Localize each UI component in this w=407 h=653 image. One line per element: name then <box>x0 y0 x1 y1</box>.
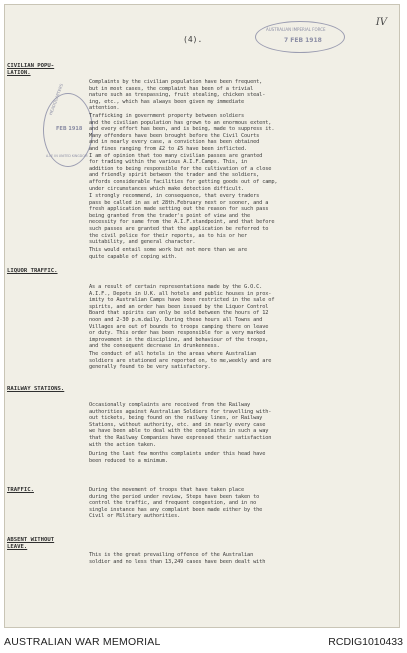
typed-sheet <box>5 5 400 628</box>
para-traffic-1: During the movement of troops that have taken place during the period under review, Steps have been taken to control the traffic, and frequent congestion, and in no single instance has any complaint been made either by the Civil or Military authorities. <box>89 487 263 520</box>
para-railway-1: Occasionally complaints are received from the Railway authorities against Australian Soldiers for travelling with- out tickets, being found on the railway lines, or Railway Stations, without authority, etc. and in nearly every case we have been able to deal with the complaints in such a way that the Railway Companies have expressed their satisfaction with the action taken. <box>89 402 272 448</box>
document-page <box>4 4 400 628</box>
para-civilian-2: Trafficking in government property between soldiers and the civilian population has grown to an enormous extent, and every effort has been, and is being, made to suppress it. Many offenders have been brought before the Civil Courts and in nearly every case, a conviction has been obtained and fines ranging from £2 to £5 have been inflicted. I am of opinion that too many civilian passes are granted for trading within the various A.I.F.Camps. This, in addition to being responsible for the cultivation of a close and friendly spirit between the trader and the soldiers, affords considerable facilities for getting goods out of camp, under circumstances which make detection difficult. <box>89 113 278 192</box>
received-stamp-left <box>43 83 93 167</box>
heading-absent-without-leave: ABSENT WITHOUT LEAVE. <box>7 537 55 550</box>
heading-traffic: TRAFFIC. <box>7 487 34 493</box>
para-civilian-4: This would entail some work but not more than we are quite capable of coping with. <box>89 247 248 260</box>
stamp-top-date: 7 FEB 1918 <box>284 37 322 44</box>
stamp-left-line1: HEADQUARTERS <box>48 83 64 116</box>
page-number: (4). <box>183 35 203 44</box>
archive-footer <box>0 631 407 653</box>
para-civilian-1: Complaints by the civilian population have been frequent, but in most cases, the complaint has been of a trivial nature such as trespassing, fruit stealing, chicken steal- ing, etc., which has always been given my immediate attention. <box>89 79 266 112</box>
heading-civilian-population: CIVILIAN POPU- LATION. <box>7 63 55 76</box>
received-stamp-top <box>255 21 345 53</box>
para-liquor-2: The conduct of all hotels in the areas where Australian soldiers are stationed are reported on, to me,weekly and are generally found to be very satisfactory. <box>89 351 272 371</box>
footer-institution: AUSTRALIAN WAR MEMORIAL <box>4 636 161 648</box>
stamp-left-date: FEB 1918 <box>56 126 83 132</box>
heading-railway-stations: RAILWAY STATIONS. <box>7 386 65 392</box>
heading-liquor-traffic: LIQUOR TRAFFIC. <box>7 268 58 274</box>
footer-record-id: RCDIG1010433 <box>328 636 403 648</box>
para-railway-2: During the last few months complaints under this head have been reduced to a minimum. <box>89 451 266 464</box>
stamp-top-line1: AUSTRALIAN IMPERIAL FORCE <box>266 27 326 32</box>
folio-mark: IV <box>375 17 387 28</box>
para-civilian-3: I strongly recommend, in consequence, that every traders pass be called in as at 28th.February next or sooner, and a fresh application made setting out the reason for such pass being granted from the trader's point of view and the necessity for same from the A.I.F.standpoint, and that before such passes are granted that the application be referred to the civil police for their reports, as to his or her suitability, and general character. <box>89 193 275 246</box>
para-liquor-1: As a result of certain representations made by the G.O.C. A.I.F., Depots in U.K. all hotels and public houses in prox- imity to Australian Camps have been restricted in the sale of spirits, and an order has been issued by the Liquor Control Board that spirits can only be sold between the hours of 12 noon and 2-30 p.m.daily. During these hours all Towns and Villages are out of bounds to troops camping there on leave or duty. This order has been responsible for a very marked improvement in the discipline, and behaviour of the troops, and the consequent decrease in drunkenness. <box>89 284 275 350</box>
stamp-left-line2: A.I.F. IN UNITED KINGDOM <box>46 154 88 158</box>
para-awol-1: This is the great prevailing offence of the Australian soldier and no less than 13,249 cases have been dealt with <box>89 552 266 565</box>
